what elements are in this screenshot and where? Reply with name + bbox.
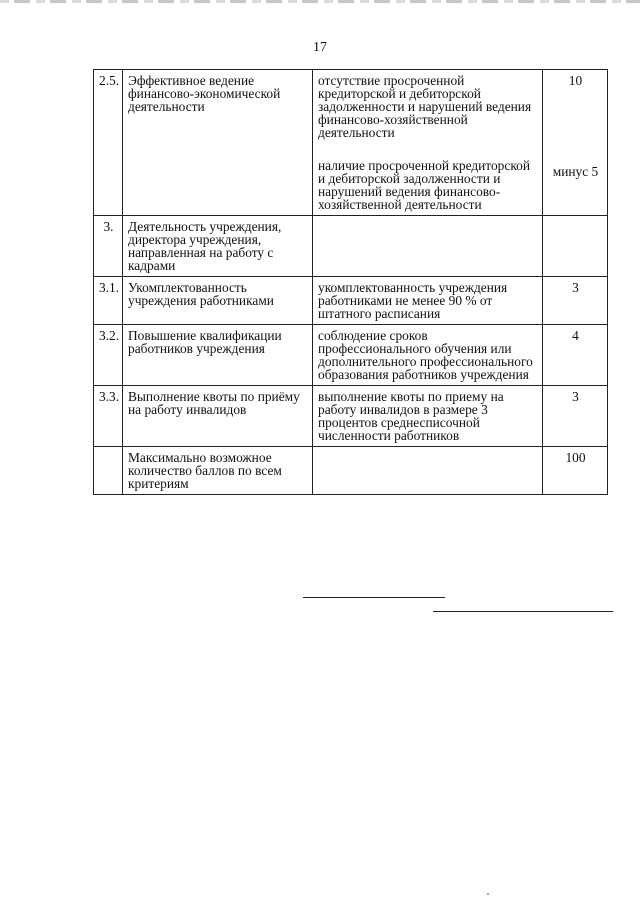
score-value	[543, 216, 608, 277]
condition-cell	[313, 70, 543, 216]
criterion-name: Эффективное ведение финансово-экономической деятельности	[123, 70, 313, 216]
score-value: 100	[543, 447, 608, 495]
row-number: 3.3.	[94, 386, 123, 447]
page-number: 17	[313, 40, 327, 55]
score-value: 3	[543, 386, 608, 447]
row-number: 3.1.	[94, 277, 123, 325]
row-number: 2.5.	[94, 70, 123, 216]
condition-text	[313, 447, 543, 495]
score-cell	[543, 70, 608, 216]
scan-speck	[487, 893, 489, 895]
table-row-3-1	[94, 277, 608, 325]
criterion-name: Деятельность учреждения, директора учреждения, направленная на работу с кадрами	[123, 216, 313, 277]
condition-text: выполнение квоты по приему на работу инвалидов в размере 3 процентов среднесписочной численности работников	[313, 386, 543, 447]
table-row-total	[94, 447, 608, 495]
table-row-3	[94, 216, 608, 277]
separator-line	[303, 597, 445, 598]
table-row-2-5	[94, 70, 608, 216]
row-number: 3.	[94, 216, 123, 277]
condition-text: соблюдение сроков профессионального обучения или дополнительного профессионального образования работников учреждения	[313, 325, 543, 386]
row-number: 3.2.	[94, 325, 123, 386]
score-value: 4	[543, 325, 608, 386]
score-value: 3	[543, 277, 608, 325]
condition-text: отсутствие просроченной кредиторской и дебиторской задолженности и нарушений ведения финансово-хозяйственной деятельности	[318, 73, 532, 140]
row-number	[94, 447, 123, 495]
criterion-name: Максимально возможное количество баллов по всем критериям	[123, 447, 313, 495]
condition-text	[313, 216, 543, 277]
table-row-3-2	[94, 325, 608, 386]
criterion-name: Выполнение квоты по приёму на работу инвалидов	[123, 386, 313, 447]
criterion-name: Укомплектованность учреждения работниками	[123, 277, 313, 325]
criteria-table	[93, 69, 608, 495]
score-value: минус 5	[552, 164, 599, 179]
condition-text: укомплектованность учреждения работниками не менее 90 % от штатного расписания	[313, 277, 543, 325]
separator-line	[433, 611, 613, 612]
scan-edge-artifact	[0, 0, 640, 3]
score-value: 10	[568, 73, 583, 88]
condition-text: наличие просроченной кредиторской и дебиторской задолженности и нарушений ведения финансово-хозяйственной деятельности	[318, 158, 531, 212]
table-row-3-3	[94, 386, 608, 447]
criterion-name: Повышение квалификации работников учреждения	[123, 325, 313, 386]
